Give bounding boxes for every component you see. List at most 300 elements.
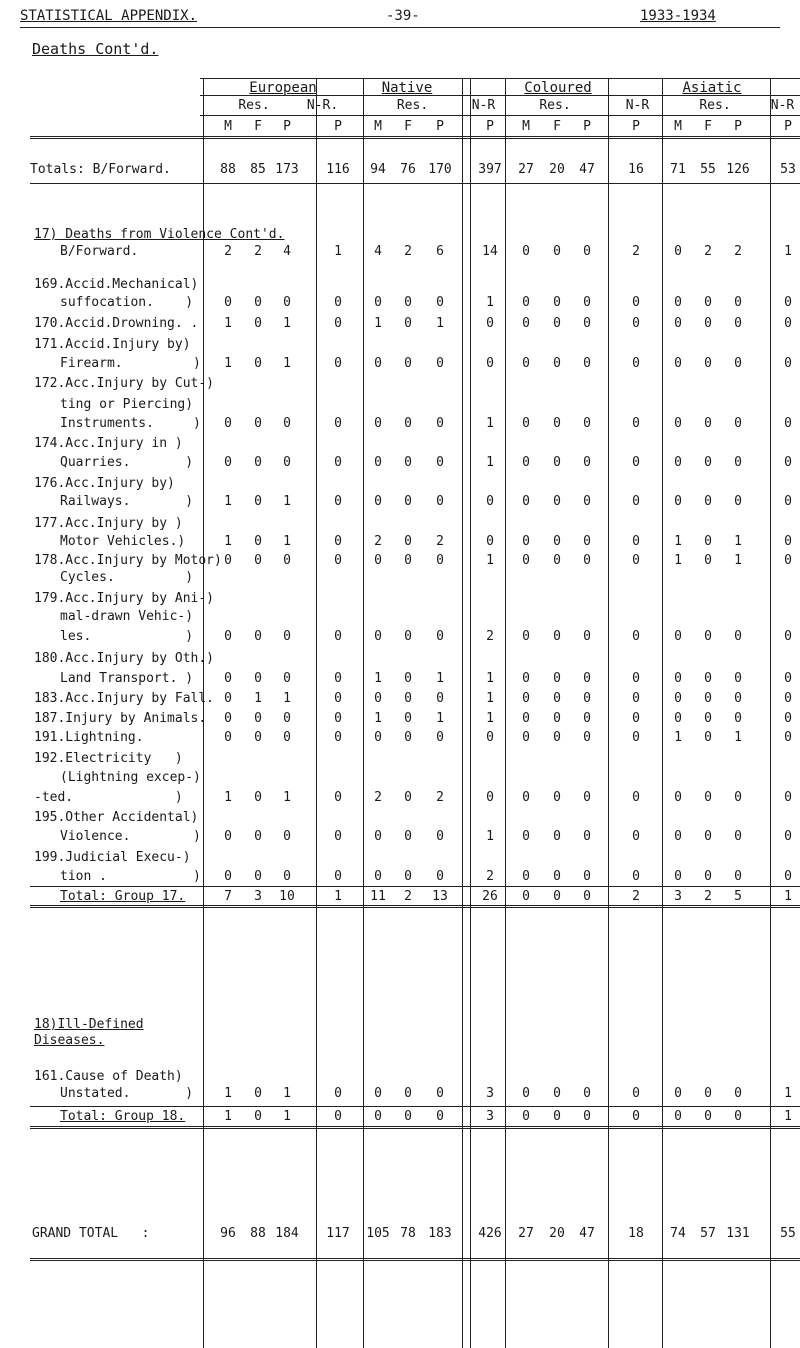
- table-cell: 0: [784, 829, 792, 844]
- table-cell: 26: [482, 889, 498, 904]
- table-cell: 1: [283, 790, 291, 805]
- table-cell: 0: [436, 829, 444, 844]
- row-label: 178.Acc.Injury by Motor): [34, 553, 222, 568]
- table-cell: 0: [374, 691, 382, 706]
- page-number: -39-: [386, 8, 420, 24]
- table-cell: 0: [436, 455, 444, 470]
- column-separator: [608, 78, 609, 1348]
- table-cell: 0: [254, 629, 262, 644]
- table-cell: 4: [283, 244, 291, 259]
- row-label: (Lightning excep-): [60, 770, 201, 785]
- table-cell: 0: [404, 534, 412, 549]
- appendix-title: STATISTICAL APPENDIX.: [20, 8, 198, 24]
- row-label: 170.Accid.Drowning. .: [34, 316, 199, 331]
- table-cell: 0: [436, 629, 444, 644]
- table-cell: 11: [370, 889, 386, 904]
- table-cell: 0: [283, 829, 291, 844]
- table-cell: 426: [478, 1226, 502, 1241]
- table-cell: 183: [428, 1226, 452, 1241]
- table-cell: 0: [734, 455, 742, 470]
- table-cell: 0: [522, 629, 530, 644]
- table-cell: 0: [583, 790, 591, 805]
- table-cell: 0: [583, 416, 591, 431]
- table-cell: 0: [404, 790, 412, 805]
- row-label: 191.Lightning.: [34, 730, 144, 745]
- table-cell: 0: [674, 671, 682, 686]
- table-cell: 0: [334, 455, 342, 470]
- table-cell: 0: [583, 244, 591, 259]
- table-cell: 14: [482, 244, 498, 259]
- table-cell: 0: [334, 1086, 342, 1101]
- row-label: Railways. ): [60, 494, 194, 509]
- table-cell: 0: [224, 829, 232, 844]
- row-label: Instruments. ): [60, 416, 201, 431]
- table-cell: 0: [254, 416, 262, 431]
- table-cell: 20: [549, 1226, 565, 1241]
- table-cell: 0: [374, 629, 382, 644]
- table-cell: 55: [700, 162, 716, 177]
- table-cell: 1: [283, 691, 291, 706]
- subgroup-header: N-R: [625, 98, 650, 113]
- table-cell: 0: [734, 316, 742, 331]
- table-cell: 0: [632, 1086, 640, 1101]
- table-cell: 0: [486, 534, 494, 549]
- table-cell: 0: [374, 1109, 382, 1124]
- table-cell: 0: [224, 691, 232, 706]
- column-header: M: [374, 119, 382, 134]
- table-cell: 117: [326, 1226, 350, 1241]
- table-cell: 0: [674, 711, 682, 726]
- row-label: Diseases.: [34, 1033, 105, 1048]
- group17-rule: [30, 886, 800, 887]
- column-header: P: [283, 119, 291, 134]
- table-cell: 0: [254, 534, 262, 549]
- table-cell: 0: [283, 295, 291, 310]
- table-cell: 0: [283, 730, 291, 745]
- table-cell: 2: [632, 244, 640, 259]
- table-cell: 0: [404, 711, 412, 726]
- row-label: 18)Ill-Defined: [34, 1017, 144, 1032]
- row-label: Total: Group 18.: [60, 1109, 186, 1124]
- table-cell: 1: [283, 1086, 291, 1101]
- table-cell: 85: [250, 162, 266, 177]
- table-cell: 1: [784, 889, 792, 904]
- column-header: P: [632, 119, 640, 134]
- table-cell: 0: [704, 790, 712, 805]
- row-label: Total: Group 17.: [60, 889, 186, 904]
- table-cell: 0: [632, 869, 640, 884]
- table-cell: 0: [334, 671, 342, 686]
- grand-total-rule: [30, 1258, 800, 1261]
- table-cell: 0: [704, 455, 712, 470]
- table-cell: 0: [404, 316, 412, 331]
- column-header: F: [553, 119, 561, 134]
- table-cell: 1: [784, 1109, 792, 1124]
- table-cell: 0: [583, 730, 591, 745]
- table-cell: 0: [632, 691, 640, 706]
- table-cell: 0: [334, 829, 342, 844]
- table-cell: 0: [704, 316, 712, 331]
- subgroup-header: N-R: [770, 98, 795, 113]
- row-label: GRAND TOTAL :: [32, 1226, 150, 1241]
- table-cell: 0: [553, 790, 561, 805]
- table-cell: 27: [518, 162, 534, 177]
- table-cell: 0: [522, 691, 530, 706]
- table-cell: 0: [632, 553, 640, 568]
- table-cell: 1: [436, 711, 444, 726]
- subgroup-header: N-R: [471, 98, 496, 113]
- table-cell: 0: [522, 1109, 530, 1124]
- table-cell: 0: [632, 730, 640, 745]
- table-cell: 0: [704, 416, 712, 431]
- table-cell: 0: [632, 534, 640, 549]
- table-cell: 0: [374, 356, 382, 371]
- table-cell: 0: [404, 494, 412, 509]
- table-cell: 1: [374, 711, 382, 726]
- table-cell: 0: [734, 1086, 742, 1101]
- table-cell: 1: [486, 671, 494, 686]
- table-cell: 0: [784, 534, 792, 549]
- table-cell: 0: [334, 416, 342, 431]
- table-cell: 1: [486, 416, 494, 431]
- table-cell: 0: [436, 691, 444, 706]
- table-cell: 1: [224, 1086, 232, 1101]
- table-cell: 0: [436, 494, 444, 509]
- table-cell: 0: [553, 671, 561, 686]
- column-header: F: [704, 119, 712, 134]
- subgroup-header: Res.: [396, 98, 429, 113]
- table-cell: 1: [283, 1109, 291, 1124]
- row-label: 171.Accid.Injury by): [34, 337, 191, 352]
- table-cell: 131: [726, 1226, 750, 1241]
- group-header-asiatic: Asiatic: [682, 80, 742, 96]
- table-cell: 0: [583, 869, 591, 884]
- row-label: les. ): [60, 629, 194, 644]
- table-cell: 0: [583, 711, 591, 726]
- table-cell: 0: [704, 534, 712, 549]
- table-cell: 0: [374, 416, 382, 431]
- table-cell: 0: [553, 1109, 561, 1124]
- row-label: Unstated. ): [60, 1086, 194, 1101]
- table-cell: 0: [704, 629, 712, 644]
- table-cell: 2: [374, 534, 382, 549]
- table-cell: 0: [374, 730, 382, 745]
- table-cell: 173: [275, 162, 299, 177]
- table-cell: 0: [583, 356, 591, 371]
- table-cell: 1: [734, 553, 742, 568]
- table-cell: 0: [224, 416, 232, 431]
- row-label: B/Forward.: [60, 244, 139, 259]
- table-cell: 170: [428, 162, 452, 177]
- table-cell: 10: [279, 889, 295, 904]
- table-cell: 74: [670, 1226, 686, 1241]
- table-cell: 2: [436, 790, 444, 805]
- table-cell: 0: [583, 455, 591, 470]
- table-cell: 0: [404, 1109, 412, 1124]
- table-cell: 0: [704, 356, 712, 371]
- table-cell: 1: [784, 1086, 792, 1101]
- table-cell: 1: [486, 691, 494, 706]
- table-cell: 0: [224, 553, 232, 568]
- table-cell: 0: [553, 244, 561, 259]
- table-cell: 1: [734, 730, 742, 745]
- table-cell: 1: [224, 316, 232, 331]
- table-cell: 0: [674, 629, 682, 644]
- table-cell: 57: [700, 1226, 716, 1241]
- table-cell: 0: [784, 416, 792, 431]
- table-cell: 88: [220, 162, 236, 177]
- table-cell: 0: [704, 711, 712, 726]
- table-cell: 0: [334, 295, 342, 310]
- table-cell: 0: [784, 691, 792, 706]
- table-cell: 1: [674, 534, 682, 549]
- table-cell: 88: [250, 1226, 266, 1241]
- table-cell: 0: [734, 790, 742, 805]
- table-cell: 0: [522, 829, 530, 844]
- table-cell: 0: [404, 1086, 412, 1101]
- table-cell: 0: [704, 730, 712, 745]
- table-cell: 0: [334, 869, 342, 884]
- table-cell: 0: [486, 790, 494, 805]
- column-separator: [770, 78, 771, 1348]
- table-cell: 3: [674, 889, 682, 904]
- table-cell: 0: [522, 671, 530, 686]
- row-label: 195.Other Accidental): [34, 810, 199, 825]
- column-header: M: [522, 119, 530, 134]
- subgroup-header: N-R.: [306, 98, 339, 113]
- table-cell: 0: [254, 295, 262, 310]
- table-cell: 0: [404, 671, 412, 686]
- row-label: Quarries. ): [60, 455, 194, 470]
- table-cell: 0: [522, 711, 530, 726]
- table-cell: 2: [734, 244, 742, 259]
- table-cell: 0: [553, 691, 561, 706]
- column-header: M: [224, 119, 232, 134]
- table-cell: 0: [404, 829, 412, 844]
- table-cell: 2: [404, 244, 412, 259]
- table-cell: 0: [704, 553, 712, 568]
- column-header: P: [583, 119, 591, 134]
- table-cell: 0: [522, 790, 530, 805]
- table-cell: 0: [334, 691, 342, 706]
- table-cell: 0: [704, 671, 712, 686]
- table-cell: 0: [522, 356, 530, 371]
- table-cell: 0: [553, 711, 561, 726]
- table-cell: 1: [374, 316, 382, 331]
- table-cell: 0: [436, 416, 444, 431]
- table-cell: 0: [254, 730, 262, 745]
- table-cell: 0: [334, 629, 342, 644]
- table-cell: 0: [254, 455, 262, 470]
- table-cell: 0: [583, 494, 591, 509]
- table-cell: 0: [784, 455, 792, 470]
- table-cell: 0: [784, 869, 792, 884]
- table-cell: 2: [374, 790, 382, 805]
- table-cell: 0: [436, 295, 444, 310]
- table-cell: 0: [436, 1109, 444, 1124]
- column-header: F: [254, 119, 262, 134]
- table-cell: 0: [224, 629, 232, 644]
- table-cell: 1: [224, 790, 232, 805]
- table-cell: 0: [334, 730, 342, 745]
- table-cell: 0: [632, 671, 640, 686]
- row-label: 180.Acc.Injury by Oth.): [34, 651, 215, 666]
- table-cell: 0: [404, 455, 412, 470]
- table-cell: 0: [632, 711, 640, 726]
- table-cell: 1: [486, 295, 494, 310]
- table-cell: 0: [704, 829, 712, 844]
- table-cell: 0: [583, 671, 591, 686]
- table-cell: 1: [674, 730, 682, 745]
- table-cell: 0: [632, 829, 640, 844]
- table-cell: 1: [224, 356, 232, 371]
- table-cell: 0: [254, 316, 262, 331]
- table-cell: 0: [704, 295, 712, 310]
- table-cell: 2: [404, 889, 412, 904]
- table-cell: 78: [400, 1226, 416, 1241]
- table-cell: 2: [224, 244, 232, 259]
- table-cell: 0: [674, 316, 682, 331]
- table-cell: 76: [400, 162, 416, 177]
- table-top-rule: [200, 78, 800, 79]
- section-subtitle: Deaths Cont'd.: [32, 40, 159, 58]
- table-cell: 0: [632, 494, 640, 509]
- row-label: Firearm. ): [60, 356, 201, 371]
- table-cell: 0: [734, 295, 742, 310]
- row-label: Land Transport. ): [60, 671, 194, 686]
- row-label: Violence. ): [60, 829, 201, 844]
- table-cell: 0: [283, 455, 291, 470]
- table-cell: 0: [704, 869, 712, 884]
- table-cell: 0: [553, 534, 561, 549]
- table-cell: 116: [326, 162, 350, 177]
- table-cell: 53: [780, 162, 796, 177]
- table-cell: 0: [734, 691, 742, 706]
- table-cell: 0: [283, 671, 291, 686]
- table-cell: 0: [583, 691, 591, 706]
- table-cell: 0: [583, 889, 591, 904]
- row-label: ting or Piercing): [60, 397, 194, 412]
- column-header: P: [784, 119, 792, 134]
- table-cell: 0: [784, 629, 792, 644]
- table-cell: 0: [553, 356, 561, 371]
- table-cell: 2: [704, 244, 712, 259]
- table-cell: 0: [784, 494, 792, 509]
- table-cell: 2: [436, 534, 444, 549]
- table-cell: 1: [283, 534, 291, 549]
- column-separator: [462, 78, 463, 1348]
- table-cell: 0: [784, 295, 792, 310]
- table-cell: 0: [486, 730, 494, 745]
- table-cell: 71: [670, 162, 686, 177]
- table-cell: 1: [374, 671, 382, 686]
- table-cell: 0: [632, 455, 640, 470]
- table-cell: 27: [518, 1226, 534, 1241]
- table-cell: 0: [632, 316, 640, 331]
- table-cell: 0: [784, 316, 792, 331]
- table-cell: 0: [374, 553, 382, 568]
- table-cell: 0: [674, 244, 682, 259]
- table-cell: 0: [583, 829, 591, 844]
- table-cell: 0: [283, 711, 291, 726]
- column-separator: [662, 78, 663, 1348]
- table-cell: 1: [784, 244, 792, 259]
- table-cell: 0: [522, 889, 530, 904]
- table-cell: 18: [628, 1226, 644, 1241]
- table-cell: 0: [734, 671, 742, 686]
- table-cell: 3: [486, 1086, 494, 1101]
- row-label: 176.Acc.Injury by): [34, 476, 175, 491]
- table-cell: 0: [522, 244, 530, 259]
- table-cell: 0: [283, 869, 291, 884]
- table-cell: 3: [486, 1109, 494, 1124]
- table-cell: 0: [704, 1086, 712, 1101]
- table-cell: 0: [553, 316, 561, 331]
- column-header: P: [436, 119, 444, 134]
- table-cell: 0: [283, 629, 291, 644]
- table-cell: 0: [522, 295, 530, 310]
- table-cell: 1: [436, 671, 444, 686]
- table-cell: 0: [254, 671, 262, 686]
- table-cell: 1: [674, 553, 682, 568]
- table-cell: 2: [704, 889, 712, 904]
- table-cell: 1: [224, 494, 232, 509]
- group-header-european: European: [249, 80, 317, 96]
- table-cell: 0: [553, 455, 561, 470]
- table-cell: 1: [486, 455, 494, 470]
- row-label: Cycles. ): [60, 570, 194, 585]
- table-cell: 0: [224, 730, 232, 745]
- table-cell: 0: [404, 416, 412, 431]
- table-cell: 0: [632, 356, 640, 371]
- table-cell: 126: [726, 162, 750, 177]
- column-separator: [505, 78, 506, 1348]
- table-cell: 0: [404, 691, 412, 706]
- table-cell: 0: [436, 1086, 444, 1101]
- table-cell: 0: [553, 494, 561, 509]
- table-cell: 2: [486, 629, 494, 644]
- table-cell: 0: [734, 629, 742, 644]
- table-cell: 0: [334, 790, 342, 805]
- table-cell: 13: [432, 889, 448, 904]
- row-label: 199.Judicial Execu-): [34, 850, 191, 865]
- table-cell: 0: [734, 829, 742, 844]
- table-cell: 0: [784, 553, 792, 568]
- table-cell: 1: [436, 316, 444, 331]
- table-cell: 0: [522, 730, 530, 745]
- table-cell: 0: [404, 356, 412, 371]
- row-label: 17) Deaths from Violence Cont'd.: [34, 227, 285, 242]
- table-cell: 0: [404, 730, 412, 745]
- table-cell: 0: [553, 829, 561, 844]
- table-cell: 0: [224, 711, 232, 726]
- column-header: M: [674, 119, 682, 134]
- table-cell: 0: [553, 869, 561, 884]
- group-header-native: Native: [381, 80, 433, 96]
- row-label: 192.Electricity ): [34, 751, 183, 766]
- row-label: 177.Acc.Injury by ): [34, 516, 183, 531]
- table-cell: 0: [254, 553, 262, 568]
- table-cell: 0: [334, 534, 342, 549]
- table-cell: 0: [522, 1086, 530, 1101]
- table-cell: 184: [275, 1226, 299, 1241]
- table-cell: 0: [674, 416, 682, 431]
- table-cell: 0: [254, 494, 262, 509]
- table-cell: 0: [784, 711, 792, 726]
- table-cell: 2: [632, 889, 640, 904]
- table-cell: 0: [583, 1109, 591, 1124]
- row-label: 187.Injury by Animals.: [34, 711, 207, 726]
